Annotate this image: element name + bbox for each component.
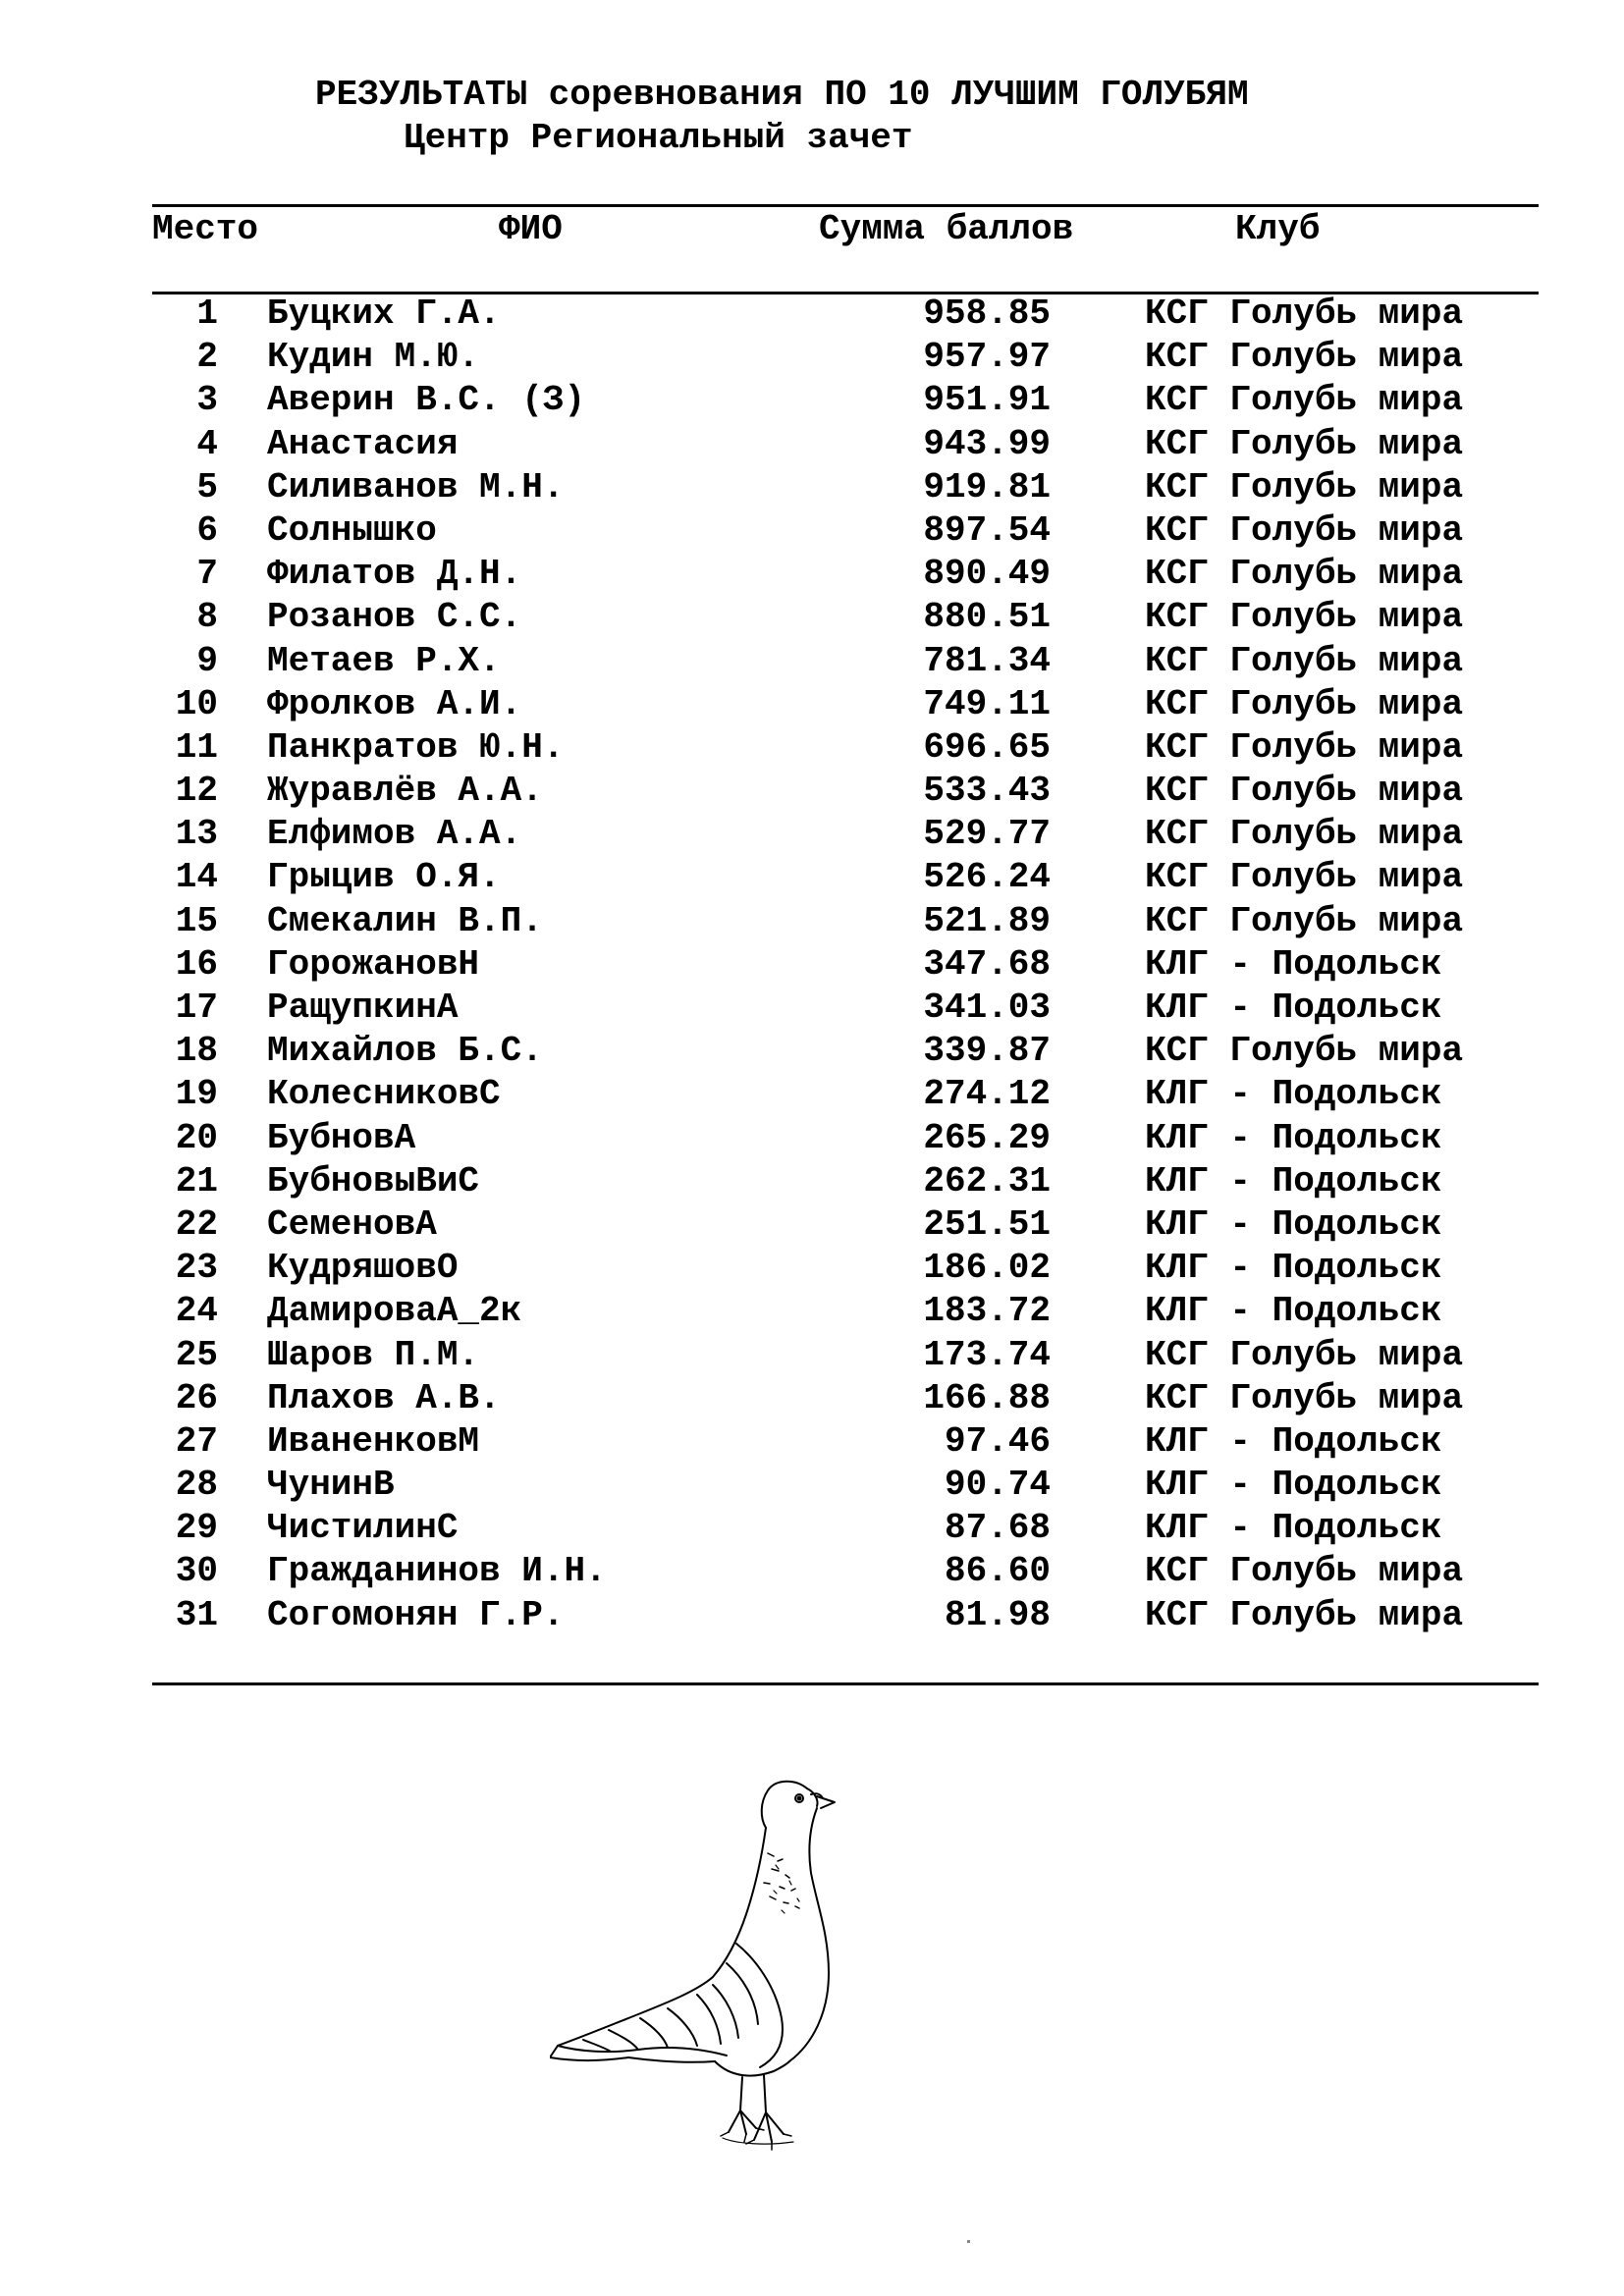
cell-sum: 183.72	[923, 1291, 1051, 1332]
cell-place: 12	[175, 771, 218, 812]
table-row	[0, 466, 1624, 509]
cell-place: 27	[175, 1420, 218, 1462]
cell-name: Елфимов А.А.	[267, 814, 522, 855]
cell-club: КСГ Голубь мира	[1145, 380, 1464, 421]
cell-name: РащупкинА	[267, 988, 459, 1028]
cell-place: 25	[175, 1334, 218, 1375]
cell-place: 29	[175, 1508, 218, 1549]
table-row	[0, 900, 1624, 943]
cell-sum: 251.51	[923, 1203, 1051, 1245]
cell-place: 17	[175, 988, 218, 1028]
cell-name: ИваненковМ	[267, 1420, 480, 1462]
cell-club: КСГ Голубь мира	[1145, 554, 1464, 595]
cell-name: СеменовА	[267, 1203, 437, 1245]
cell-place: 8	[196, 597, 218, 638]
cell-name: Плахов А.В.	[267, 1377, 501, 1418]
table-row	[0, 1290, 1624, 1333]
cell-sum: 166.88	[923, 1377, 1051, 1418]
table-row	[0, 1507, 1624, 1550]
cell-sum: 347.68	[923, 943, 1051, 985]
cell-place: 26	[175, 1377, 218, 1418]
table-row	[0, 987, 1624, 1030]
table-row	[0, 596, 1624, 639]
header-club: Клуб	[1235, 209, 1321, 249]
cell-club: КЛГ - Подольск	[1145, 1420, 1442, 1462]
cell-club: КСГ Голубь мира	[1145, 509, 1464, 551]
cell-name: Согомонян Г.Р.	[267, 1594, 565, 1635]
table-row	[0, 553, 1624, 596]
table-row	[0, 726, 1624, 770]
cell-name: КолесниковС	[267, 1074, 501, 1115]
table-row	[0, 1203, 1624, 1247]
table-row	[0, 1334, 1624, 1377]
cell-place: 4	[196, 423, 218, 464]
cell-place: 30	[175, 1551, 218, 1592]
cell-place: 19	[175, 1074, 218, 1115]
cell-sum: 262.31	[923, 1160, 1051, 1201]
cell-name: Силиванов М.Н.	[267, 466, 565, 507]
table-row	[0, 1420, 1624, 1464]
cell-sum: 173.74	[923, 1334, 1051, 1375]
cell-sum: 897.54	[923, 509, 1051, 551]
cell-club: КСГ Голубь мира	[1145, 1377, 1464, 1418]
cell-name: БубновыВиС	[267, 1160, 480, 1201]
table-row	[0, 1377, 1624, 1420]
cell-name: Буцких Г.А.	[267, 294, 501, 334]
cell-sum: 521.89	[923, 900, 1051, 941]
table-row	[0, 1073, 1624, 1116]
cell-sum: 957.97	[923, 337, 1051, 378]
cell-sum: 529.77	[923, 814, 1051, 855]
cell-club: КЛГ - Подольск	[1145, 988, 1442, 1028]
cell-name: ДамироваА_2к	[267, 1291, 522, 1332]
cell-club: КЛГ - Подольск	[1145, 1291, 1442, 1332]
cell-sum: 533.43	[923, 771, 1051, 812]
cell-sum: 919.81	[923, 466, 1051, 507]
table-bottom-rule	[152, 1682, 1539, 1685]
cell-sum: 781.34	[923, 640, 1051, 681]
cell-name: Розанов С.С.	[267, 597, 522, 638]
cell-sum: 87.68	[944, 1508, 1051, 1549]
cell-sum: 890.49	[923, 554, 1051, 595]
cell-sum: 97.46	[944, 1420, 1051, 1462]
cell-place: 2	[196, 337, 218, 378]
cell-club: КСГ Голубь мира	[1145, 1334, 1464, 1375]
cell-place: 15	[175, 900, 218, 941]
header-place: Место	[152, 209, 259, 249]
table-row	[0, 336, 1624, 379]
cell-club: КЛГ - Подольск	[1145, 1117, 1442, 1158]
cell-place: 7	[196, 554, 218, 595]
cell-name: Фролков А.И.	[267, 683, 522, 724]
cell-place: 20	[175, 1117, 218, 1158]
cell-club: КСГ Голубь мира	[1145, 1594, 1464, 1635]
table-row	[0, 1247, 1624, 1290]
cell-name: БубновА	[267, 1117, 416, 1158]
cell-club: КСГ Голубь мира	[1145, 683, 1464, 724]
table-row	[0, 813, 1624, 856]
cell-place: 31	[175, 1594, 218, 1635]
table-row	[0, 683, 1624, 726]
cell-club: КСГ Голубь мира	[1145, 337, 1464, 378]
cell-club: КЛГ - Подольск	[1145, 943, 1442, 985]
cell-name: Смекалин В.П.	[267, 900, 543, 941]
table-row	[0, 509, 1624, 553]
table-row	[0, 943, 1624, 987]
cell-place: 3	[196, 380, 218, 421]
cell-name: Аверин В.С. (З)	[267, 380, 586, 421]
cell-sum: 526.24	[923, 857, 1051, 898]
table-row	[0, 1117, 1624, 1160]
table-row	[0, 1030, 1624, 1073]
cell-place: 5	[196, 466, 218, 507]
cell-name: Грыцив О.Я.	[267, 857, 501, 898]
cell-club: КСГ Голубь мира	[1145, 857, 1464, 898]
cell-club: КЛГ - Подольск	[1145, 1160, 1442, 1201]
cell-name: Гражданинов И.Н.	[267, 1551, 607, 1592]
cell-name: Солнышко	[267, 509, 437, 551]
cell-sum: 958.85	[923, 294, 1051, 334]
table-row	[0, 770, 1624, 813]
cell-club: КЛГ - Подольск	[1145, 1203, 1442, 1245]
cell-name: ЧунинВ	[267, 1465, 395, 1506]
cell-sum: 943.99	[923, 423, 1051, 464]
cell-place: 18	[175, 1031, 218, 1072]
cell-sum: 749.11	[923, 683, 1051, 724]
table-row	[0, 856, 1624, 899]
cell-sum: 339.87	[923, 1031, 1051, 1072]
results-table-body	[0, 293, 1624, 1637]
cell-club: КСГ Голубь мира	[1145, 771, 1464, 812]
table-row	[0, 293, 1624, 336]
cell-club: КСГ Голубь мира	[1145, 466, 1464, 507]
cell-sum: 186.02	[923, 1248, 1051, 1289]
cell-club: КСГ Голубь мира	[1145, 294, 1464, 334]
cell-place: 10	[175, 683, 218, 724]
cell-name: Журавлёв А.А.	[267, 771, 543, 812]
cell-place: 11	[175, 726, 218, 768]
cell-name: КудряшовО	[267, 1248, 459, 1289]
cell-sum: 951.91	[923, 380, 1051, 421]
cell-place: 21	[175, 1160, 218, 1201]
cell-club: КЛГ - Подольск	[1145, 1248, 1442, 1289]
cell-club: КЛГ - Подольск	[1145, 1465, 1442, 1506]
cell-place: 6	[196, 509, 218, 551]
cell-place: 1	[196, 294, 218, 334]
table-row	[0, 379, 1624, 422]
cell-club: КСГ Голубь мира	[1145, 900, 1464, 941]
cell-name: Михайлов Б.С.	[267, 1031, 543, 1072]
cell-club: КЛГ - Подольск	[1145, 1508, 1442, 1549]
header-sum: Сумма баллов	[819, 209, 1074, 249]
title-line-2: Центр Региональный зачет	[404, 118, 913, 158]
stray-dot	[967, 2240, 970, 2243]
table-row	[0, 1594, 1624, 1637]
cell-sum: 90.74	[944, 1465, 1051, 1506]
table-top-rule	[152, 204, 1539, 207]
cell-club: КСГ Голубь мира	[1145, 597, 1464, 638]
cell-place: 28	[175, 1465, 218, 1506]
cell-sum: 880.51	[923, 597, 1051, 638]
cell-sum: 274.12	[923, 1074, 1051, 1115]
cell-club: КСГ Голубь мира	[1145, 423, 1464, 464]
cell-name: ЧистилинС	[267, 1508, 459, 1549]
cell-place: 14	[175, 857, 218, 898]
cell-sum: 341.03	[923, 988, 1051, 1028]
cell-name: Филатов Д.Н.	[267, 554, 522, 595]
cell-place: 22	[175, 1203, 218, 1245]
cell-place: 13	[175, 814, 218, 855]
pigeon-icon	[550, 1767, 923, 2199]
cell-name: Метаев Р.Х.	[267, 640, 501, 681]
table-row	[0, 1464, 1624, 1507]
cell-name: Панкратов Ю.Н.	[267, 726, 565, 768]
cell-club: КСГ Голубь мира	[1145, 1551, 1464, 1592]
cell-place: 9	[196, 640, 218, 681]
cell-place: 16	[175, 943, 218, 985]
cell-sum: 81.98	[944, 1594, 1051, 1635]
table-header	[0, 210, 1624, 249]
cell-place: 24	[175, 1291, 218, 1332]
table-row	[0, 423, 1624, 466]
cell-club: КЛГ - Подольск	[1145, 1074, 1442, 1115]
cell-name: Кудин М.Ю.	[267, 337, 480, 378]
cell-name: Шаров П.М.	[267, 1334, 480, 1375]
cell-name: Анастасия	[267, 423, 459, 464]
table-row	[0, 1550, 1624, 1593]
cell-place: 23	[175, 1248, 218, 1289]
table-row	[0, 1160, 1624, 1203]
cell-name: ГорожановН	[267, 943, 480, 985]
cell-club: КСГ Голубь мира	[1145, 1031, 1464, 1072]
cell-sum: 86.60	[944, 1551, 1051, 1592]
cell-sum: 265.29	[923, 1117, 1051, 1158]
cell-club: КСГ Голубь мира	[1145, 640, 1464, 681]
header-name: ФИО	[499, 209, 563, 249]
cell-club: КСГ Голубь мира	[1145, 814, 1464, 855]
cell-club: КСГ Голубь мира	[1145, 726, 1464, 768]
table-row	[0, 640, 1624, 683]
title-line-1: РЕЗУЛЬТАТЫ соревнования ПО 10 ЛУЧШИМ ГОЛУБЯМ	[315, 75, 1249, 115]
cell-sum: 696.65	[923, 726, 1051, 768]
